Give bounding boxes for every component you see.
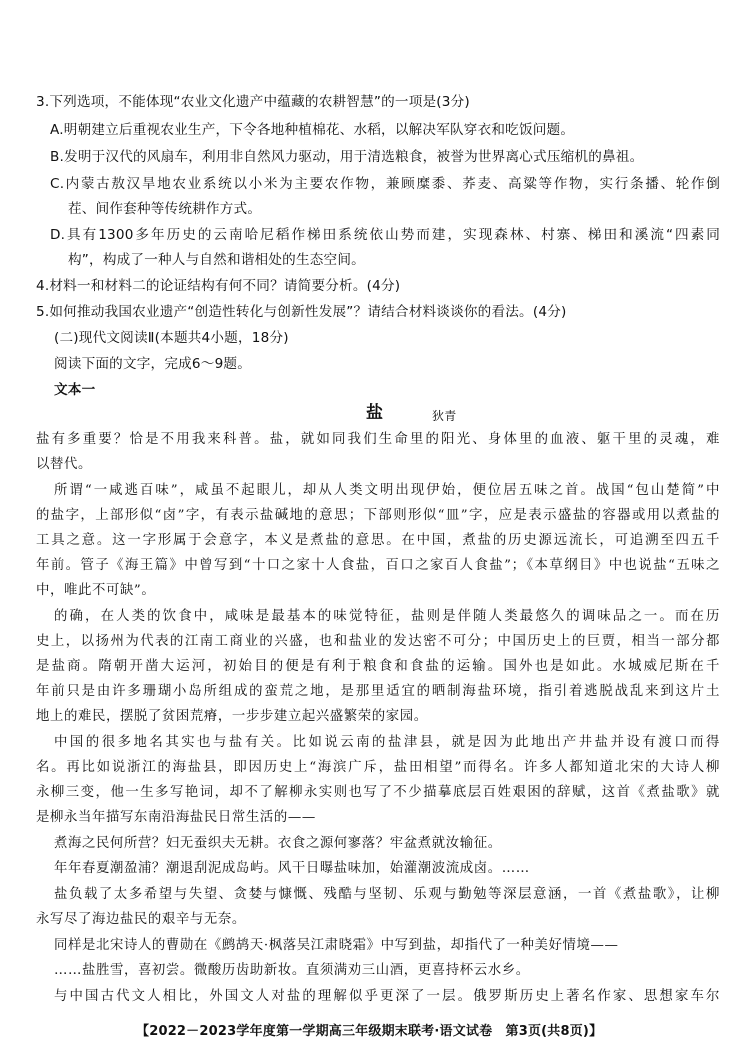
article-line: 与中国古代文人相比，外国文人对盐的理解似乎更深了一层。俄罗斯历史上著名作家、思想家车尔 (54, 989, 720, 1004)
article-line: 的确，在人类的饮食中，咸味是最基本的味觉特征，盐则是伴随人类最悠久的调味品之一。而在历 (54, 609, 720, 624)
article-line: 是盐商。隋朝开凿大运河，初始目的便是有利于粮食和食盐的运输。国外也是如此。水城威尼斯在千 (36, 659, 720, 674)
poem-line: ……盐胜雪，喜初尝。微酸历齿助新妆。直须满劝三山酒，更喜持杯云水乡。 (54, 963, 530, 978)
article-line: 的盐字，上部形似“卤”字，有表示盐碱地的意思；下部则形似“皿”字，应是表示盛盐的容器或用以煮盐的 (36, 508, 720, 523)
article-line: 永柳三变，他一生多写艳词，却不了解柳永实则也写了不少描摹底层百姓艰困的辞赋，这首《煮盐歌》就 (36, 785, 720, 800)
article-line: 同样是北宋诗人的曹勋在《鹧鸪天·枫落吴江肃晓霜》中写到盐，却指代了一种美好情境—— (54, 938, 619, 953)
article-line: 盐负载了太多希望与失望、贪婪与慷慨、残酷与坚韧、乐观与勤勉等深层意涵，一首《煮盐歌》，让柳 (54, 887, 720, 902)
question-3-option-c-line2: 茬、间作套种等传统耕作方式。 (68, 201, 262, 217)
page-footer: 【2022－2023学年度第一学期高三年级期末联考·语文试卷 第3页(共8页)】 (136, 1024, 603, 1039)
article-line: 工具之意。这一字形属于会意字，本义是煮盐的意思。在中国，煮盐的历史源远流长，可追溯至四五千 (36, 533, 720, 548)
question-3-option-c-line1: C.内蒙古敖汉旱地农业系统以小米为主要农作物，兼顾糜黍、荞麦、高粱等作物，实行条播、轮作倒 (50, 176, 720, 192)
article-line: 以替代。 (36, 457, 92, 472)
section-instruction: 阅读下面的文字，完成6～9题。 (54, 356, 252, 372)
article-line: 地上的难民，摆脱了贫困荒瘠，一步步建立起兴盛繁荣的家园。 (36, 709, 428, 724)
article-line: 名。再比如说浙江的海盐县，即因历史上“海滨广斥，盐田相望”而得名。许多人都知道北宋的大诗人柳 (36, 760, 720, 775)
article-line: 年前只是由许多珊瑚小岛所组成的蛮荒之地，是那里适宜的晒制海盐环境，指引着逃脱战乱来到这片土 (36, 684, 720, 699)
question-3-option-a: A.明朝建立后重视农业生产，下令各地种植棉花、水稻，以解决军队穿衣和吃饭问题。 (50, 122, 575, 138)
article-author: 狄青 (432, 409, 457, 423)
article-line: 所谓“一咸逃百味”，咸虽不起眼儿，却从人类文明出现伊始，便位居五味之首。战国“包山楚简”中 (54, 483, 720, 498)
poem-line: 年年春夏潮盈浦？潮退刮泥成岛屿。风干日曝盐味加，始灌潮波流成卤。…… (54, 861, 530, 876)
article-line: 永写尽了海边盐民的艰辛与无奈。 (36, 912, 246, 927)
question-3-option-d-line2: 构”，构成了一种人与自然和谐相处的生态空间。 (68, 252, 365, 268)
text-label: 文本一 (54, 382, 96, 398)
question-4: 4.材料一和材料二的论证结构有何不同？请简要分析。(4分) (36, 278, 401, 294)
article-line: 年前。管子《海王篇》中曾写到“十口之家十人食盐，百口之家百人食盐”；《本草纲目》中也说盐“五味之 (36, 558, 720, 573)
poem-line: 煮海之民何所营？妇无蚕织夫无耕。衣食之源何寥落？牢盆煮就汝输征。 (54, 836, 502, 851)
article-line: 是柳永当年描写东南沿海盐民日常生活的—— (36, 810, 316, 825)
article-line: 中，唯此不可缺”。 (36, 583, 156, 598)
article-title: 盐 (366, 403, 384, 423)
question-3-option-d-line1: D.具有1300多年历史的云南哈尼稻作梯田系统依山势而建，实现森林、村寨、梯田和溪流“四素同 (50, 227, 720, 243)
article-line: 中国的很多地名其实也与盐有关。比如说云南的盐津县，就是因为此地出产井盐并设有渡口而得 (54, 735, 720, 750)
question-3-option-b: B.发明于汉代的风扇车，利用非自然风力驱动，用于清选粮食，被誉为世界离心式压缩机的鼻祖。 (50, 149, 644, 165)
article-line: 盐有多重要？恰是不用我来科普。盐，就如同我们生命里的阳光、身体里的血液、躯干里的灵魂，难 (36, 432, 720, 447)
section-heading: (二)现代文阅读Ⅱ(本题共4小题，18分) (54, 330, 289, 346)
article-line: 史上，以扬州为代表的江南工商业的兴盛，也和盐业的发达密不可分；中国历史上的巨贾，相当一部分都 (36, 634, 720, 649)
question-5: 5.如何推动我国农业遗产“创造性转化与创新性发展”？请结合材料谈谈你的看法。(4分) (36, 304, 567, 320)
question-3-stem: 3.下列选项，不能体现“农业文化遗产中蕴藏的农耕智慧”的一项是(3分) (36, 94, 470, 110)
